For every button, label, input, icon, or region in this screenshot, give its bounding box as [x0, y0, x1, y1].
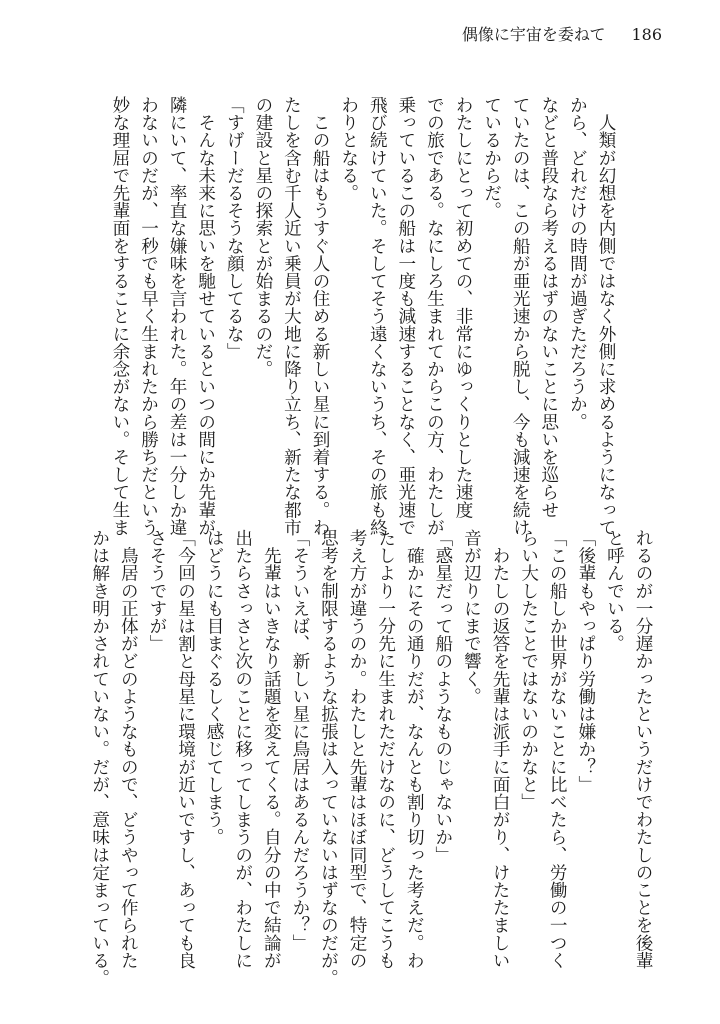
text-column: 「今回の星は割と母星に環境が近いですし、あっても良	[175, 529, 196, 969]
running-header	[462, 22, 662, 45]
text-column: わたしにとって初めての、非常にゆっくりとした速度	[453, 96, 474, 519]
text-column: 出たらさっさと次のことに移ってしまうのが、わたしに	[232, 529, 253, 969]
text-column: 思考を制限するような拡張は入っていないはずなのだが。	[318, 529, 339, 987]
text-column: 「すげーだるそうな顔してるな」	[224, 96, 245, 360]
text-column: らい大したことではないのかなと」	[518, 529, 539, 811]
text-column: ていたのは、この船が亜光速から脱し、今も減速を続け	[510, 96, 531, 536]
text-column: 先輩はいきなり話題を変えてくる。自分の中で結論が	[261, 529, 282, 969]
text-column: 乗っているこの船は一度も減速することなく、亜光速で	[395, 96, 416, 536]
text-column: そんな未来に思いを馳せているといつの間にか先輩が	[195, 96, 216, 536]
text-column: 鳥居の正体がどのようなもので、どうやって作られた	[118, 529, 139, 969]
text-column: わないのだが、一秒でも早く生まれたから勝ちだという	[138, 96, 159, 536]
lower-text-block	[85, 529, 657, 987]
text-column: などと普段なら考えるはずのないことに思いを巡らせ	[538, 96, 559, 519]
text-column: 音が辺りにまで響く。	[461, 529, 482, 705]
text-column: での旅である。なにしろ生まれてからこの方、わたしが	[424, 96, 445, 536]
text-column: 「惑星だって船のようなものじゃないか」	[432, 529, 453, 864]
text-column: わりとなる。	[338, 96, 359, 202]
text-column: たしより一分先に生まれただけなのに、どうしてこうも	[375, 529, 396, 969]
text-column: の建設と星の探索とが始まるのだ。	[252, 96, 273, 378]
upper-text-block	[105, 96, 620, 536]
text-column: はどうにも目まぐるしく感じてしまう。	[204, 529, 225, 846]
text-column: 飛び続けていた。そしてそう遠くないうち、その旅も終	[367, 96, 388, 536]
text-column: 「そういえば、新しい星に鳥居はあるんだろうか？」	[289, 529, 310, 952]
text-column: れるのが一分遅かったというだけでわたしのことを後輩	[633, 529, 653, 969]
text-column: 「この船しか世界がないことに比べたら、労働の一つく	[547, 529, 568, 969]
text-column: わたしの返答を先輩は派手に面白がり、けたたましい	[490, 529, 511, 969]
text-column: かは解き明かされていない。だが、意味は定まっている。	[89, 529, 110, 987]
text-column: 妙な理屈で先輩面をすることに余念がない。そして生ま	[109, 96, 130, 536]
text-column: この船はもうすぐ人の住める新しい星に到着する。わ	[310, 96, 331, 536]
book-title: 偶像に宇宙を委ねて	[461, 25, 606, 44]
text-column: と呼んでいる。	[604, 529, 625, 653]
text-column: ているからだ。	[481, 96, 502, 220]
text-column: 考え方が違うのか。わたしと先輩はほぼ同型で、特定の	[347, 529, 368, 969]
text-column: 「後輩もやっぱり労働は嫌か？」	[575, 529, 596, 793]
page-number: 186	[631, 25, 662, 44]
text-column: 確かにその通りだが、なんとも割り切った考えだ。わ	[404, 529, 425, 969]
text-column: 人類が幻想を内側ではなく外側に求めるようになって	[596, 96, 616, 536]
text-column: さそうですが」	[146, 529, 167, 653]
text-column: 隣にいて、率直な嫌味を言われた。年の差は一分しか違	[167, 96, 188, 536]
text-column: たしを含む千人近い乗員が大地に降り立ち、新たな都市	[281, 96, 302, 536]
text-column: から、どれだけの時間が過ぎただろうか。	[567, 96, 588, 431]
